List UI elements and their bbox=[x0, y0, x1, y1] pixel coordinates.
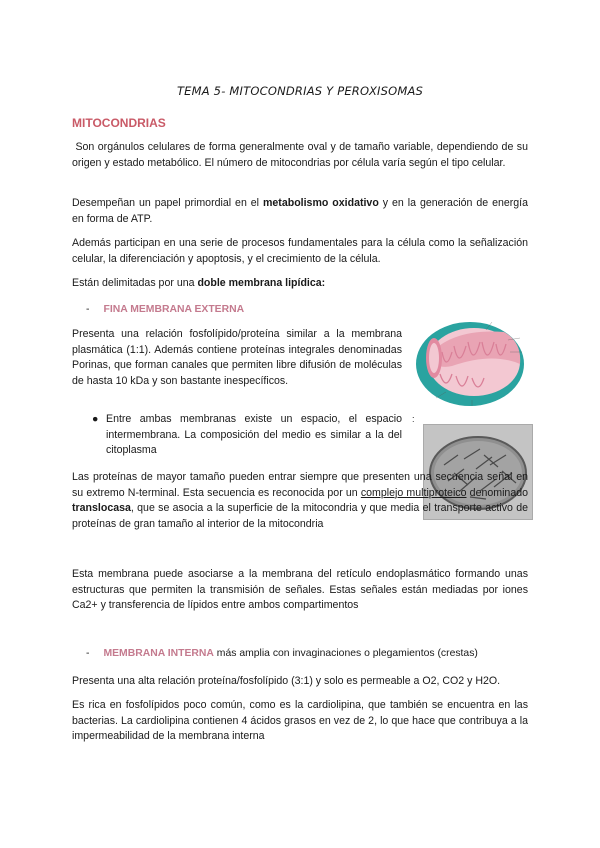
mitochondria-diagram bbox=[412, 312, 532, 412]
figure-colon: : bbox=[412, 414, 415, 424]
page-title: TEMA 5- MITOCONDRIAS Y PEROXISOMAS bbox=[176, 84, 424, 98]
paragraph-cardiolipina: Es rica en fosfolípidos poco común, como es la cardiolipina, que también se encuentra en las bacterias. La cardiolipina contienen 4 ácidos grasos en vez de 2, lo que hace que contribuya a la impermeabilidad de la membrana interna bbox=[72, 699, 528, 742]
section-heading-mitocondrias: MITOCONDRIAS bbox=[72, 116, 166, 130]
paragraph-reticulo: Esta membrana puede asociarse a la membrana del retículo endoplasmático formando unas estructuras que permiten la transmisión de señales. Estas señales están mediadas por iones Ca2+ y transferencia de lípidos entre ambos compartimentos bbox=[72, 568, 528, 611]
bullet-dot: ● bbox=[92, 413, 99, 425]
paragraph-intro: Son orgánulos celulares de forma generalmente oval y de tamaño variable, dependiendo de su origen y estado metabólico. El número de mitocondrias por célula varía según el tipo celular. bbox=[72, 141, 528, 169]
bullet-espacio-intermembrana: ● Entre ambas membranas existe un espacio, el espacio intermembrana. La composición del medio es similar a la del citoplasma bbox=[92, 413, 402, 456]
paragraph-translocasa: Las proteínas de mayor tamaño pueden entrar siempre que presenten una secuencia señal en su extremo N-terminal. Esta secuencia es reconocida por un complejo multiproteico denominado translocasa, que se asocia a la superficie de la mitocondria y que media el transporte activo de proteínas de gran tamaño al interior de la mitocondria bbox=[72, 471, 528, 530]
paragraph-doble-membrana: Están delimitadas por una doble membrana lipídica: bbox=[72, 277, 326, 289]
paragraph-procesos: Además participan en una serie de procesos fundamentales para la célula como la señalización celular, la diferenciación y apoptosis, y el crecimiento de la célula. bbox=[72, 237, 528, 265]
paragraph-membrana-externa: Presenta una relación fosfolípido/proteína similar a la membrana plasmática (1:1). Además contiene proteínas integrales denominadas Porinas, que forman canales que permiten libre difusión de moléculas de hasta 10 kDa y son bastante inespecíficos. bbox=[72, 328, 402, 387]
paragraph-membrana-interna: Presenta una alta relación proteína/fosfolípido (3:1) y solo es permeable a O2, CO2 y H2O. bbox=[72, 675, 501, 687]
subheading-membrana-externa: - FINA MEMBRANA EXTERNA bbox=[86, 304, 245, 315]
paragraph-metabolismo: Desempeñan un papel primordial en el metabolismo oxidativo y en la generación de energía en forma de ATP. bbox=[72, 197, 529, 225]
subheading-membrana-interna: - MEMBRANA INTERNA más amplia con invaginaciones o plegamientos (crestas) bbox=[86, 648, 478, 659]
